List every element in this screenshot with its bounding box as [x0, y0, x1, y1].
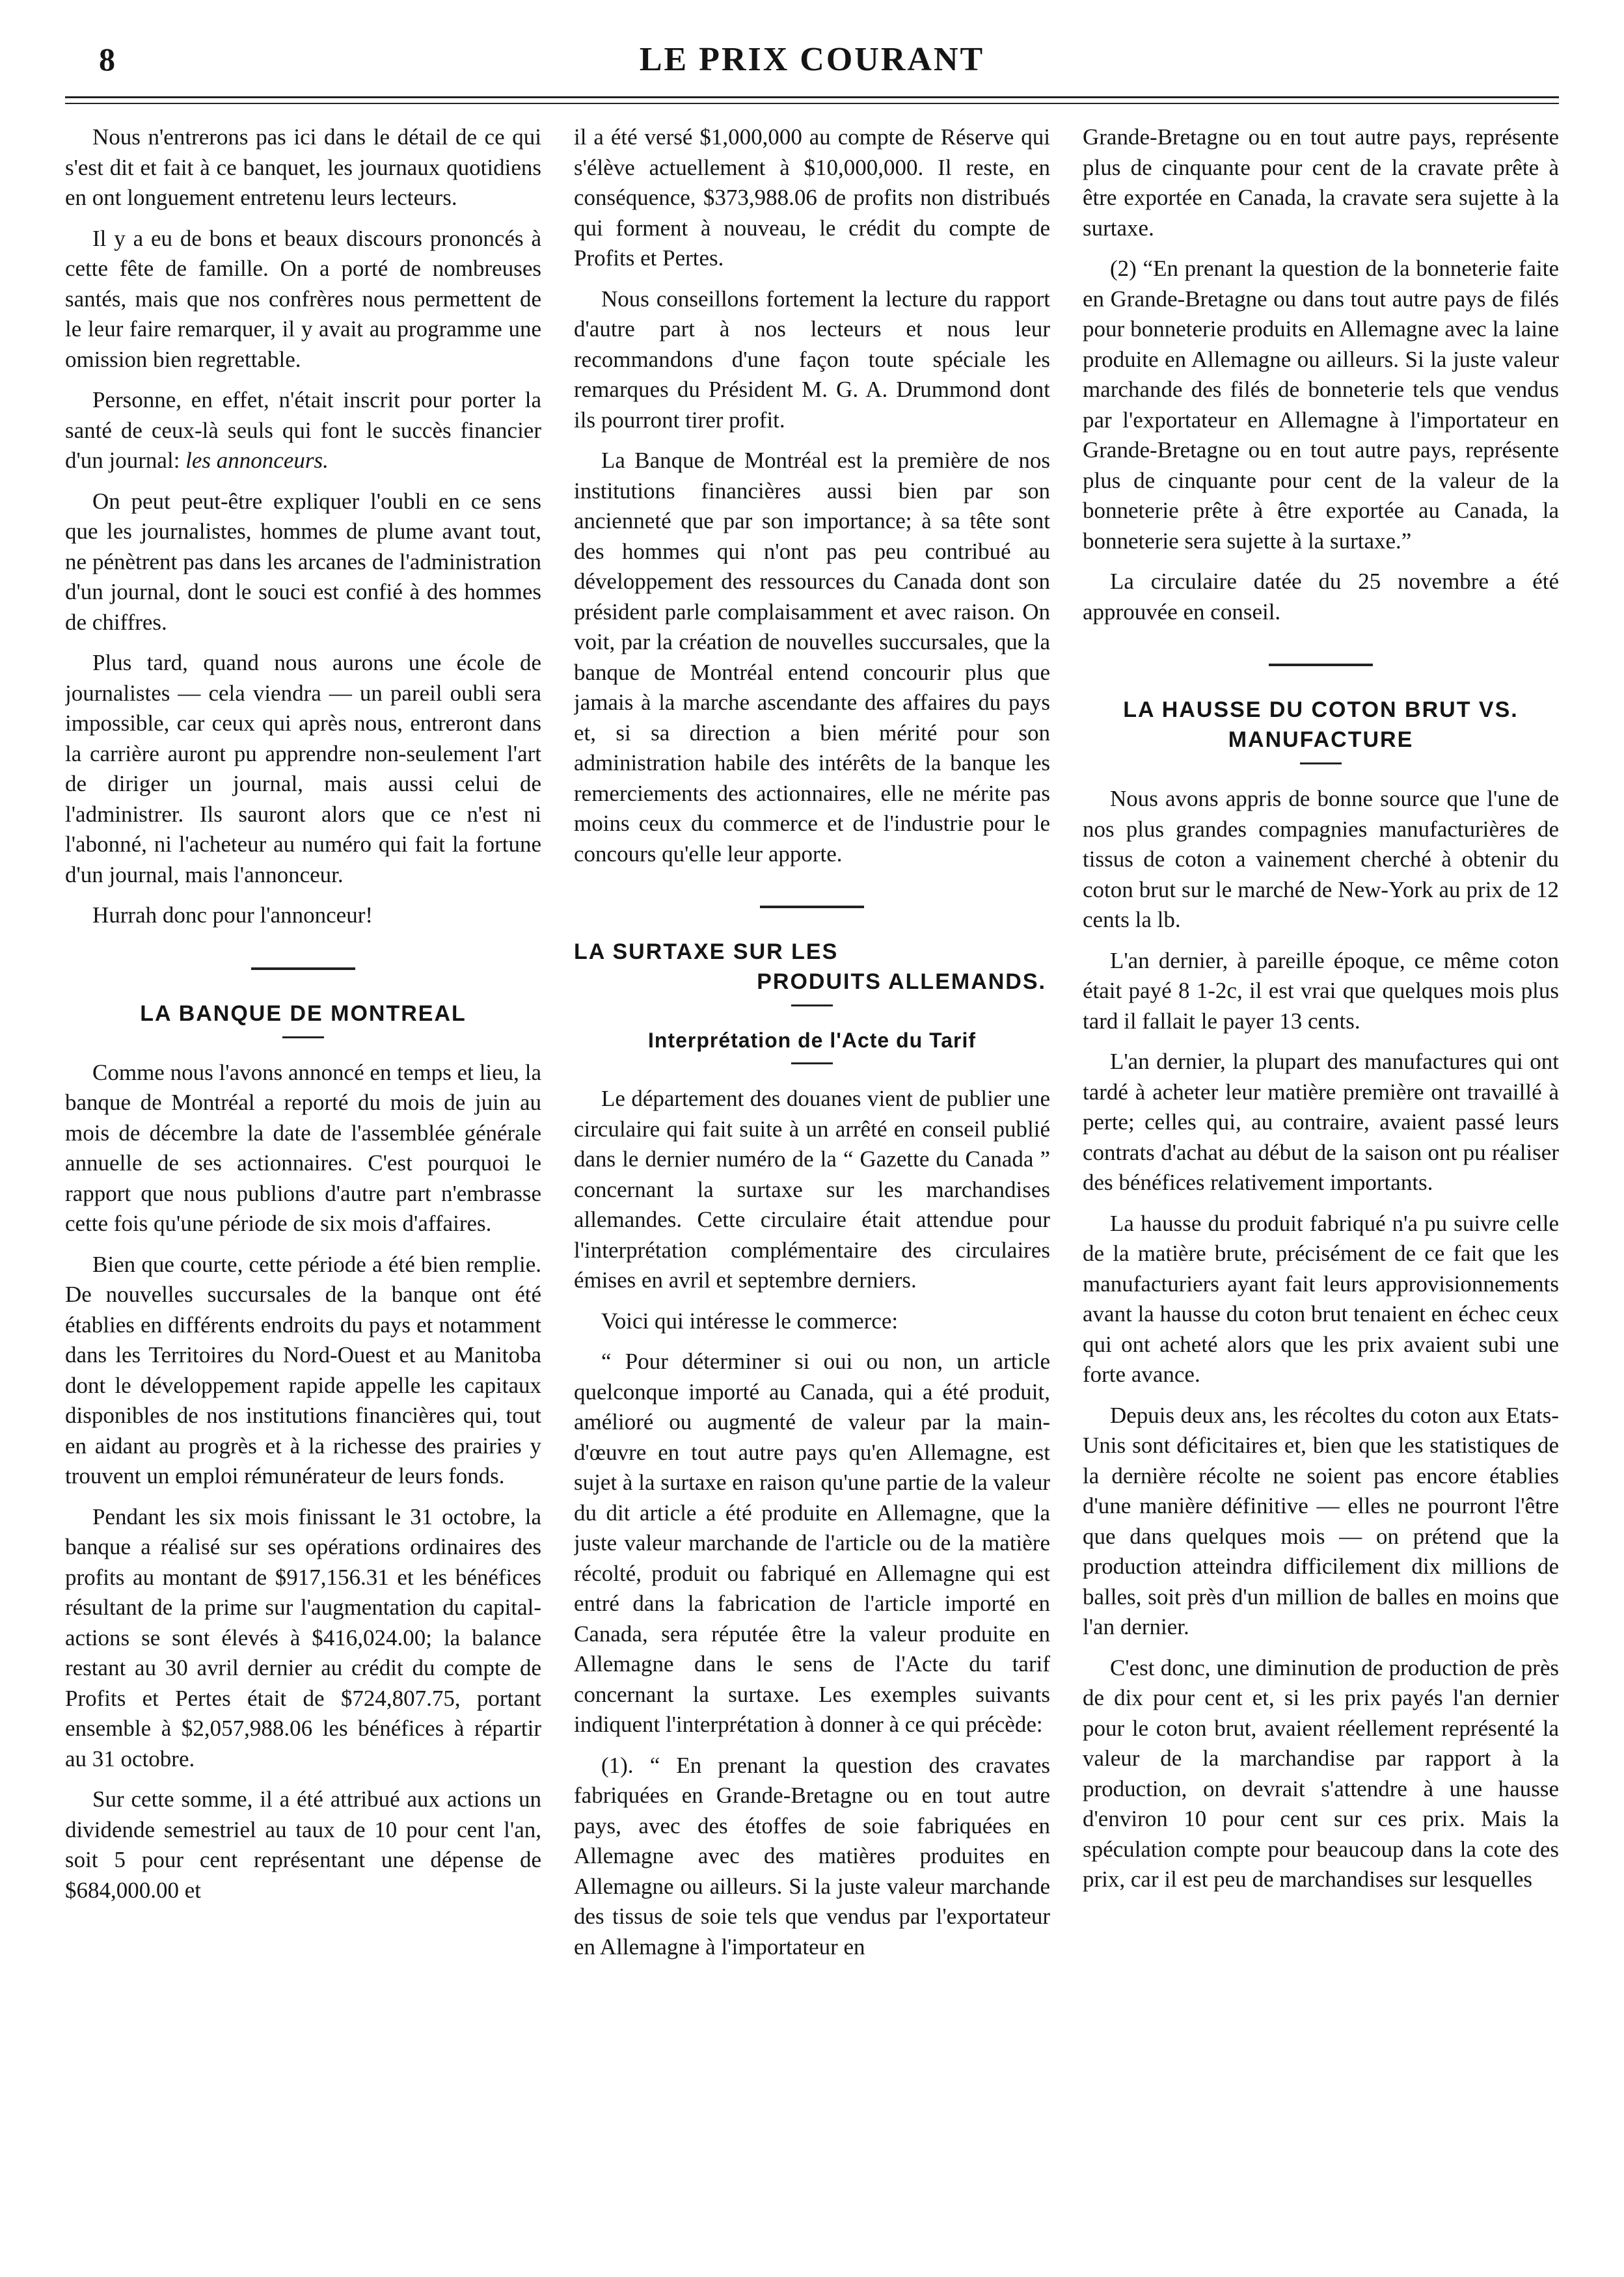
- heading-underline: [1300, 762, 1342, 764]
- column-1: [65, 122, 541, 2237]
- section-heading-surtaxe: LA SURTAXE SUR LES: [574, 939, 839, 964]
- paragraph: [65, 385, 541, 476]
- section-heading-banque: LA BANQUE DE MONTREAL: [140, 1001, 467, 1026]
- section-heading-coton: LA HAUSSE DU COTON BRUT VS.: [1123, 697, 1519, 722]
- column-2: [574, 122, 1050, 2237]
- paragraph: “ Pour déterminer si oui ou non, un article quelconque importé au Canada, qui a été produit, amélioré ou augmenté de valeur par la main-d'œuvre en tout autre pays qu'en Allemagne, est sujet à la surtaxe en raison qu'une partie de la valeur du dit article a été produite en Allemagne, que la juste valeur marchande de l'article ou de la matière récolté, produit ou fabriqué en Allemagne qui est entré dans la fabrication de l'article importé en Canada, sera réputée être la valeur produite en Allemagne dans le sens de l'Acte du tarif concernant la surtaxe. Les exemples suivants indiquent l'interprétation à donner à ce qui précède:: [574, 1349, 1050, 1737]
- paragraph: Bien que courte, cette période a été bien remplie. De nouvelles succursales de la banque ont été établies en différents endroits du pays et notamment dans les Territoires du Nord-Ouest et au Manitoba dont le développement rapide appelle les capitaux disponibles de nos institutions financières qui, tout en aidant au progrès et à la richesse des prairies y trouvent un emploi rémunérateur de leurs fonds.: [65, 1251, 541, 1489]
- paragraph: Le département des douanes vient de publier une circulaire qui fait suite à un arrêté en conseil publié dans le dernier numéro de la “ Gazette du Canada ” concernant la surtaxe sur les marchandises allemandes. Cette circulaire était attendue pour l'interprétation complémentaire des circulaires émises en avril et septembre derniers.: [574, 1086, 1050, 1293]
- paragraph: La hausse du produit fabriqué n'a pu suivre celle de la matière brute, précisément de ce fait que les manufacturiers ayant fait leurs approvisionnements avant la hausse du coton brut tenaient en échec ceux qui ont acheté alors que les prix avaient subi une forte avance.: [1083, 1210, 1559, 1387]
- paragraph: L'an dernier, la plupart des manufactures qui ont tardé à acheter leur matière première ont travaillé à perte; celles qui, au contraire, avaient passé leurs contrats d'achat au début de la saison ont pu réaliser des bénéfices relativement importants.: [1083, 1049, 1559, 1195]
- paragraph: Nous avons appris de bonne source que l'une de nos plus grandes compagnies manufacturières de tissus de coton a vainement cherché à obtenir du coton brut sur le marché de New-York au prix de 12 cents la lb.: [1083, 786, 1559, 932]
- section-divider: [1269, 664, 1373, 666]
- paragraph: Hurrah donc pour l'annonceur!: [92, 902, 373, 928]
- paragraph: Sur cette somme, il a été attribué aux actions un dividende semestriel au taux de 10 pour cent l'an, soit 5 pour cent représentant une dépense de $684,000.00 et: [65, 1786, 541, 1903]
- paragraph: il a été versé $1,000,000 au compte de Réserve qui s'élève actuellement à $10,000,000. Il reste, en conséquence, $373,988.06 de profits non distribués qui forment à nouveau, le crédit du compte de Profits et Pertes.: [574, 124, 1050, 271]
- header-rule: [65, 96, 1559, 98]
- paragraph: Grande-Bretagne ou en tout autre pays, représente plus de cinquante pour cent de la cravate prête à être exportée en Canada, la cravate sera sujette à la surtaxe.: [1083, 124, 1559, 241]
- section-divider: [251, 967, 355, 970]
- italic-text: les annonceurs.: [185, 448, 329, 473]
- page-number: 8: [99, 41, 115, 77]
- heading-underline: [282, 1036, 324, 1038]
- subheading-underline: [791, 1062, 833, 1064]
- paragraph: Plus tard, quand nous aurons une école de journalistes — cela viendra — un pareil oubli sera impossible, car ceux qui après nous, entreront dans la carrière auront pu apprendre non-seulement l'art de diriger un journal, mais aussi celui de l'administrer. Ils sauront alors que ce n'est ni l'abonné, ni l'acheteur au numéro qui fait la fortune d'un journal, mais l'annonceur.: [65, 650, 541, 887]
- heading-underline: [791, 1004, 833, 1006]
- paragraph: Il y a eu de bons et beaux discours prononcés à cette fête de famille. On a porté de nombreuses santés, mais que nos confrères nous permettent de le leur faire remarquer, il y avait au programme une omission bien regrettable.: [65, 225, 541, 372]
- section-divider: [760, 906, 864, 908]
- paragraph: C'est donc, une diminution de production de près de dix pour cent et, si les prix payés l'an dernier pour le coton brut, avaient réellement représenté la valeur de la marchandise par rapport à la production, on devrait s'attendre à une hausse d'environ 10 pour cent sur ces prix. Mais la spéculation compte pour beaucoup dans la cote des prix, car il est peu de marchandises sur lesquelles: [1083, 1654, 1559, 1892]
- paragraph: (1). “ En prenant la question des cravates fabriquées en Grande-Bretagne ou en tout autre pays, avec des étoffes de soie fabriquées en Allemagne avec des matières produites en Allemagne ou ailleurs. Si la juste valeur marchande des tissus de soie tels que vendus par l'exportateur en Allemagne à l'importateur en: [574, 1752, 1050, 1960]
- paragraph: Nous conseillons fortement la lecture du rapport d'autre part à nos lecteurs et nous leur recommandons d'une façon toute spéciale les remarques du Président M. G. A. Drummond dont ils pourront tirer profit.: [574, 286, 1050, 433]
- page-header: [65, 40, 1559, 86]
- page-title: LE PRIX COURANT: [639, 41, 985, 78]
- paragraph: Voici qui intéresse le commerce:: [601, 1308, 899, 1334]
- paragraph: Pendant les six mois finissant le 31 octobre, la banque a réalisé sur ses opérations ordinaires des profits au montant de $917,156.31 et les bénéfices résultant de la prime sur l'augmentation du capital-actions se sont élevés à $416,024.00; la balance restant au 30 avril dernier au crédit du compte de Profits et Pertes était de $724,807.75, portant ensemble à $2,057,988.06 les bénéfices à répartir au 31 octobre.: [65, 1503, 541, 1772]
- section-heading-coton-line2: MANUFACTURE: [1228, 727, 1414, 752]
- paragraph: Comme nous l'avons annoncé en temps et lieu, la banque de Montréal a reporté du mois de juin au mois de décembre la date de l'assemblée générale annuelle de ses actionnaires. C'est pourquoi le rapport que nous publions d'autre part n'embrasse cette fois qu'une période de six mois d'affaires.: [65, 1059, 541, 1236]
- paragraph: La Banque de Montréal est la première de nos institutions financières aussi bien par son ancienneté que par son importance; à sa tête sont des hommes qui n'ont pas peu contribué au développement des ressources du Canada dont son président parle complaisamment et avec raison. On voit, par la création de nouvelles succursales, que la banque de Montréal entend concourir plus que jamais à la marche ascendante des affaires du pays et, si sa direction a bien mérité pour son administration habile des intérêts de la banque les remerciements des actionnaires, elle ne mérite pas moins ceux du commerce et de l'industrie pour le concours qu'elle leur apporte.: [574, 448, 1050, 867]
- subheading: Interprétation de l'Acte du Tarif: [647, 1029, 977, 1052]
- text-run: Personne, en effet, n'était inscrit pour porter la santé de ceux-là seuls qui font le succès financier d'un journal:: [65, 387, 541, 473]
- column-3: [1083, 122, 1559, 2237]
- paragraph: Nous n'entrerons pas ici dans le détail de ce qui s'est dit et fait à ce banquet, les journaux quotidiens en ont longuement entretenu leurs lecteurs.: [65, 124, 541, 210]
- header-rule-thin: [65, 103, 1559, 104]
- paragraph: La circulaire datée du 25 novembre a été approuvée en conseil.: [1083, 569, 1559, 625]
- section-heading-surtaxe-line2: PRODUITS ALLEMANDS.: [757, 969, 1046, 994]
- paragraph: L'an dernier, à pareille époque, ce même coton était payé 8 1-2c, il est vrai que quelques mois plus tard il fallait le payer 13 cents.: [1083, 947, 1559, 1034]
- paragraph: Depuis deux ans, les récoltes du coton aux Etats-Unis sont déficitaires et, bien que les statistiques de la dernière récolte ne soient pas encore établies d'une manière définitive — elles ne pourront l'être que dans quelques mois — on prétend que la production atteindra difficilement dix millions de balles, soit près d'un million de balles en moins que l'an dernier.: [1083, 1402, 1559, 1639]
- paragraph: On peut peut-être expliquer l'oubli en ce sens que les journalistes, hommes de plume avant tout, ne pénètrent pas dans les arcanes de l'administration d'un journal, dont le souci est confié à des hommes de chiffres.: [65, 488, 541, 635]
- paragraph: (2) “En prenant la question de la bonneterie faite en Grande-Bretagne ou dans tout autre pays de filés pour bonneterie produits en Allemagne avec la laine produite en Allemagne ou ailleurs. Si la juste valeur marchande des filés de bonneterie tels que vendus par l'exportateur en Allemagne à l'importateur en Grande-Bretagne ou en tout autre pays, représente plus de cinquante pour cent de la valeur de la bonneterie prête à être exportée au Canada, la bonneterie sera sujette à la surtaxe.”: [1083, 256, 1559, 554]
